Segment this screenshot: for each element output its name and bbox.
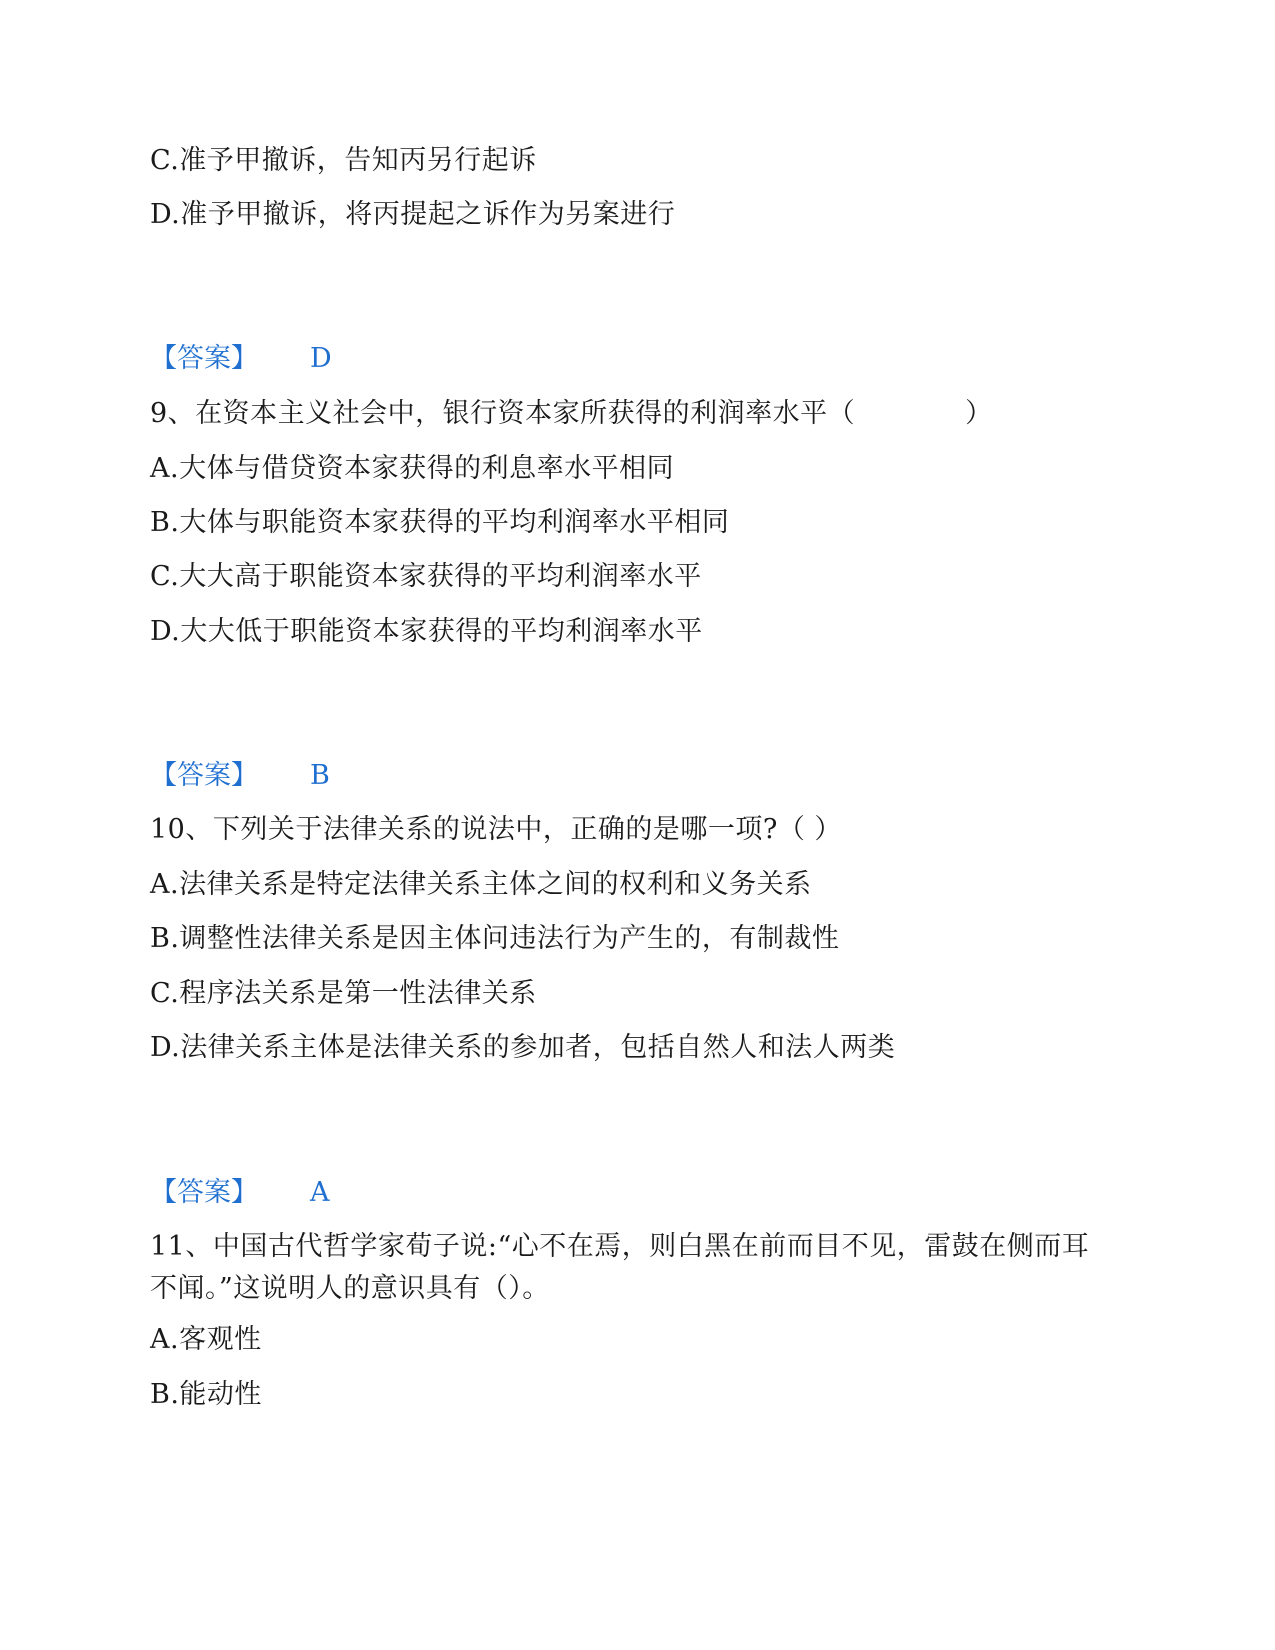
answer-value: D	[310, 343, 332, 374]
answer-value: B	[310, 760, 330, 791]
option-a: A.客观性	[150, 1324, 262, 1355]
answer-row	[150, 1176, 330, 1210]
question-stem: 10、下列关于法律关系的说法中，正确的是哪一项?（ ）	[150, 814, 842, 845]
question-stem: 11、中国古代哲学家荀子说:“心不在焉，则白黑在前而目不见，雷鼓在侧而耳不闻。”这说明人的意识具有（）。	[150, 1231, 1090, 1304]
answer-tag: 【答案】	[150, 1177, 258, 1208]
option-b: B.调整性法律关系是因主体问违法行为产生的，有制裁性	[150, 923, 840, 954]
answer-tag: 【答案】	[150, 343, 258, 374]
option-d: D.大大低于职能资本家获得的平均利润率水平	[150, 616, 703, 647]
option-c: C.程序法关系是第一性法律关系	[150, 978, 537, 1009]
option-c: C.准予甲撤诉，告知丙另行起诉	[150, 145, 537, 176]
option-a: A.法律关系是特定法律关系主体之间的权利和义务关系	[150, 869, 812, 900]
option-b: B.大体与职能资本家获得的平均利润率水平相同	[150, 507, 730, 538]
option-d: D.准予甲撤诉，将丙提起之诉作为另案进行	[150, 199, 676, 230]
answer-row	[150, 759, 330, 793]
option-d: D.法律关系主体是法律关系的参加者，包括自然人和法人两类	[150, 1032, 896, 1063]
option-c: C.大大高于职能资本家获得的平均利润率水平	[150, 561, 702, 592]
answer-value: A	[310, 1177, 330, 1208]
answer-tag: 【答案】	[150, 760, 258, 791]
option-a: A.大体与借贷资本家获得的利息率水平相同	[150, 453, 675, 484]
option-b: B.能动性	[150, 1379, 262, 1410]
answer-row	[150, 342, 332, 376]
question-stem: 9、在资本主义社会中，银行资本家所获得的利润率水平（ ）	[150, 398, 993, 429]
